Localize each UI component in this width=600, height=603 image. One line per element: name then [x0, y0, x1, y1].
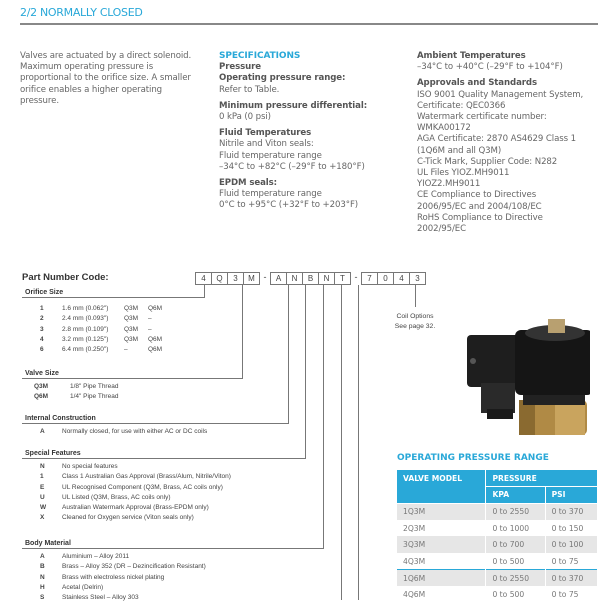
- connector-line: [242, 285, 243, 379]
- description: Q6M: [148, 335, 163, 343]
- code: Q6M: [34, 393, 49, 401]
- description: 3.2 mm (0.125"): [62, 335, 109, 343]
- model-cell: 2Q3M: [403, 523, 426, 533]
- description: 1/8" Pipe Thread: [70, 383, 119, 390]
- code-cell: 3: [227, 272, 244, 285]
- list-item: [22, 304, 172, 314]
- code: N: [40, 463, 45, 470]
- list-item: [22, 382, 118, 392]
- list-item: [22, 593, 206, 603]
- description: Acetal (Delrin): [62, 583, 104, 591]
- description: Q3M: [124, 335, 139, 343]
- kpa-cell: 0 to 2550: [486, 503, 545, 520]
- description: –: [148, 325, 152, 333]
- special-heading: Special Features: [25, 450, 81, 457]
- list-item: [22, 562, 206, 572]
- table-row: [397, 553, 597, 570]
- table-row: [397, 586, 597, 603]
- psi-cell: 0 to 370: [545, 503, 597, 520]
- part-number-code: [196, 272, 426, 285]
- list-item: [22, 314, 172, 324]
- body-list: [22, 552, 206, 603]
- code: 2: [40, 315, 44, 323]
- code-cell: A: [270, 272, 287, 285]
- list-item: [22, 583, 206, 593]
- nitrile-range-label: Fluid temperature range: [219, 150, 322, 161]
- description: Brass – Alloy 352 (DR – Dezincification Resistant): [62, 563, 206, 571]
- description: Q3M: [124, 325, 139, 333]
- epdm-range: 0°C to +95°C (+32°F to +203°F): [219, 200, 359, 211]
- description: UL Recognised Component (Q3M, Brass, AC coils only): [62, 483, 223, 491]
- approval-line: YIOZ2.MH9011: [417, 179, 481, 190]
- col-pressure: PRESSURE: [486, 470, 597, 487]
- code: 3: [40, 325, 44, 333]
- psi-cell: 0 to 150: [545, 520, 597, 537]
- connector-line: [341, 285, 342, 600]
- code-cell: Q: [211, 272, 228, 285]
- code: S: [40, 594, 45, 602]
- description: –: [148, 315, 152, 323]
- approval-line: WMKA00172: [417, 123, 471, 134]
- code-cell: 4: [195, 272, 212, 285]
- list-item: [22, 552, 206, 562]
- description: 2.4 mm (0.093"): [62, 315, 109, 323]
- description: 1.6 mm (0.062"): [62, 305, 109, 312]
- section-title: 2/2 NORMALLY CLOSED: [20, 6, 143, 19]
- special-list: [22, 462, 231, 524]
- code-cell: 3: [409, 272, 426, 285]
- ambient-heading: Ambient Temperatures: [417, 51, 526, 61]
- divider: [20, 23, 598, 25]
- description: Brass with electroless nickel plating: [62, 573, 165, 581]
- code: 1: [40, 305, 44, 312]
- psi-cell: 0 to 75: [545, 586, 597, 603]
- description: Class 1 Australian Gas Approval (Brass/Alum, Nitrile/Viton): [62, 473, 231, 481]
- psi-cell: 0 to 370: [545, 570, 597, 587]
- pressure-heading: Pressure: [219, 62, 261, 73]
- code: W: [40, 504, 47, 512]
- solenoid-valve-image: [455, 305, 590, 445]
- approval-line: UL Files YIOZ.MH9011: [417, 168, 510, 179]
- description: Q6M: [148, 305, 163, 312]
- approvals-list: [417, 90, 600, 236]
- model-cell: 1Q6M: [397, 570, 486, 587]
- code-cell: 0: [377, 272, 394, 285]
- list-item: [22, 513, 231, 523]
- approval-line: AGA Certificate: 2870 AS4629 Class 1: [417, 134, 577, 145]
- model-cell: 3Q3M: [397, 536, 486, 553]
- approvals-heading: Approvals and Standards: [417, 78, 537, 89]
- valve-size-list: [22, 382, 118, 403]
- code: 1: [40, 473, 44, 481]
- code-cell: 7: [361, 272, 378, 285]
- connector-line: [288, 285, 289, 424]
- list-item: [22, 483, 231, 493]
- kpa-cell: 0 to 1000: [486, 520, 545, 537]
- approval-line: RoHS Compliance to Directive: [417, 212, 543, 223]
- list-item: [22, 427, 207, 437]
- connector-line: [22, 423, 289, 424]
- kpa-cell: 0 to 500: [486, 553, 545, 570]
- list-item: [22, 472, 231, 482]
- internal-list: [22, 427, 207, 437]
- min-diff-value: 0 kPa (0 psi): [219, 112, 271, 123]
- code-cell: M: [243, 272, 260, 285]
- epdm-label: EPDM seals:: [219, 178, 277, 189]
- approvals-column: [417, 51, 600, 235]
- description: 1/4" Pipe Thread: [70, 393, 119, 401]
- table-row: [397, 503, 597, 520]
- table-row: [397, 536, 597, 553]
- approval-line: CE Compliance to Directives: [417, 190, 537, 201]
- code: 6: [40, 346, 44, 354]
- connector-line: [22, 378, 243, 379]
- connector-line: [415, 285, 416, 307]
- code: E: [40, 483, 45, 491]
- description: Q6M: [148, 346, 163, 354]
- approval-line: 2006/95/EC and 2004/108/EC: [417, 201, 542, 212]
- model-cell: 4Q6M: [403, 589, 426, 599]
- ambient-value: –34°C to +40°C (–29°F to +104°F): [417, 62, 563, 73]
- connector-line: [358, 285, 359, 600]
- dash: -: [263, 272, 267, 282]
- list-item: [22, 573, 206, 583]
- code-cell: 4: [393, 272, 410, 285]
- body-heading: Body Material: [25, 540, 71, 547]
- code: 4: [40, 335, 44, 343]
- list-item: [22, 345, 172, 355]
- col-valve-model: VALVE MODEL: [397, 470, 486, 503]
- intro-text: Valves are actuated by a direct solenoid. Maximum operating pressure is proportional to the orifice size. A smaller orifice enables a higher operating pressure.: [20, 51, 192, 106]
- table-row: [397, 520, 597, 537]
- psi-cell: 0 to 75: [545, 553, 597, 570]
- min-diff-label: Minimum pressure differential:: [219, 100, 368, 111]
- connector-line: [323, 285, 324, 549]
- part-number-label: Part Number Code:: [22, 272, 109, 283]
- description: No special features: [62, 463, 118, 470]
- coil-options-label: Coil Options: [396, 313, 434, 320]
- dash: -: [354, 272, 358, 282]
- coil-options-ref: See page 32.: [394, 323, 436, 330]
- list-item: [22, 503, 231, 513]
- col-psi: PSI: [545, 487, 597, 504]
- orifice-heading: Orifice Size: [25, 289, 64, 296]
- list-item: [22, 392, 118, 402]
- description: –: [124, 346, 128, 354]
- code: Q3M: [34, 383, 49, 390]
- code-cell: N: [318, 272, 335, 285]
- orifice-list: [22, 304, 172, 355]
- code: H: [40, 583, 45, 591]
- specifications: [219, 51, 409, 212]
- description: Q3M: [124, 315, 139, 323]
- code-cell: N: [286, 272, 303, 285]
- list-item: [22, 335, 172, 345]
- epdm-range-label: Fluid temperature range: [219, 189, 322, 200]
- connector-line: [22, 458, 306, 459]
- code: N: [40, 573, 45, 581]
- nitrile-label: Nitrile and Viton seals:: [219, 139, 314, 150]
- op-range-value: Refer to Table.: [219, 84, 280, 95]
- valve-size-heading: Valve Size: [25, 370, 59, 377]
- list-item: [22, 493, 231, 503]
- connector-line: [22, 297, 205, 298]
- description: Australian Watermark Approval (Brass-EPDM only): [62, 504, 209, 512]
- pressure-table: [397, 470, 597, 603]
- psi-cell: 0 to 100: [545, 536, 597, 553]
- kpa-cell: 0 to 2550: [486, 570, 545, 587]
- description: Aluminium – Alloy 2011: [62, 553, 130, 560]
- table-row: [397, 570, 597, 587]
- internal-heading: Internal Construction: [25, 415, 96, 422]
- connector-line: [22, 548, 324, 549]
- connector-line: [305, 285, 306, 459]
- col-kpa: KPA: [486, 487, 545, 504]
- approval-line: (1Q6M and all Q3M): [417, 145, 502, 156]
- code: B: [40, 563, 45, 571]
- list-item: [22, 325, 172, 335]
- kpa-cell: 0 to 500: [486, 586, 545, 603]
- code: A: [40, 428, 45, 435]
- model-cell: 4Q3M: [403, 556, 426, 566]
- description: Cleaned for Oxygen service (Viton seals only): [62, 514, 194, 522]
- table-title: OPERATING PRESSURE RANGE: [397, 453, 549, 463]
- code: U: [40, 493, 45, 501]
- description: 2.8 mm (0.109"): [62, 325, 109, 333]
- approval-line: ISO 9001 Quality Management System,: [417, 89, 584, 100]
- code: X: [40, 514, 45, 522]
- code-cell: B: [302, 272, 319, 285]
- fluid-heading: Fluid Temperatures: [219, 128, 312, 139]
- kpa-cell: 0 to 700: [486, 536, 545, 553]
- op-range-label: Operating pressure range:: [219, 73, 346, 84]
- list-item: [22, 462, 231, 472]
- description: UL Listed (Q3M, Brass, AC coils only): [62, 493, 171, 501]
- code: A: [40, 553, 45, 560]
- nitrile-range: –34°C to +82°C (–29°F to +180°F): [219, 161, 365, 172]
- model-cell: 1Q3M: [397, 503, 486, 520]
- specs-title: SPECIFICATIONS: [219, 51, 301, 61]
- description: Q3M: [124, 305, 139, 312]
- approval-line: 2002/95/EC: [417, 224, 467, 235]
- description: 6.4 mm (0.250"): [62, 346, 109, 354]
- approval-line: Certificate: QEC0366: [417, 100, 506, 111]
- approval-line: Watermark certificate number:: [417, 112, 547, 123]
- description: Normally closed, for use with either AC or DC coils: [62, 428, 208, 435]
- approval-line: C-Tick Mark, Supplier Code: N282: [417, 156, 558, 167]
- description: Stainless Steel – Alloy 303: [62, 594, 139, 602]
- code-cell: T: [334, 272, 351, 285]
